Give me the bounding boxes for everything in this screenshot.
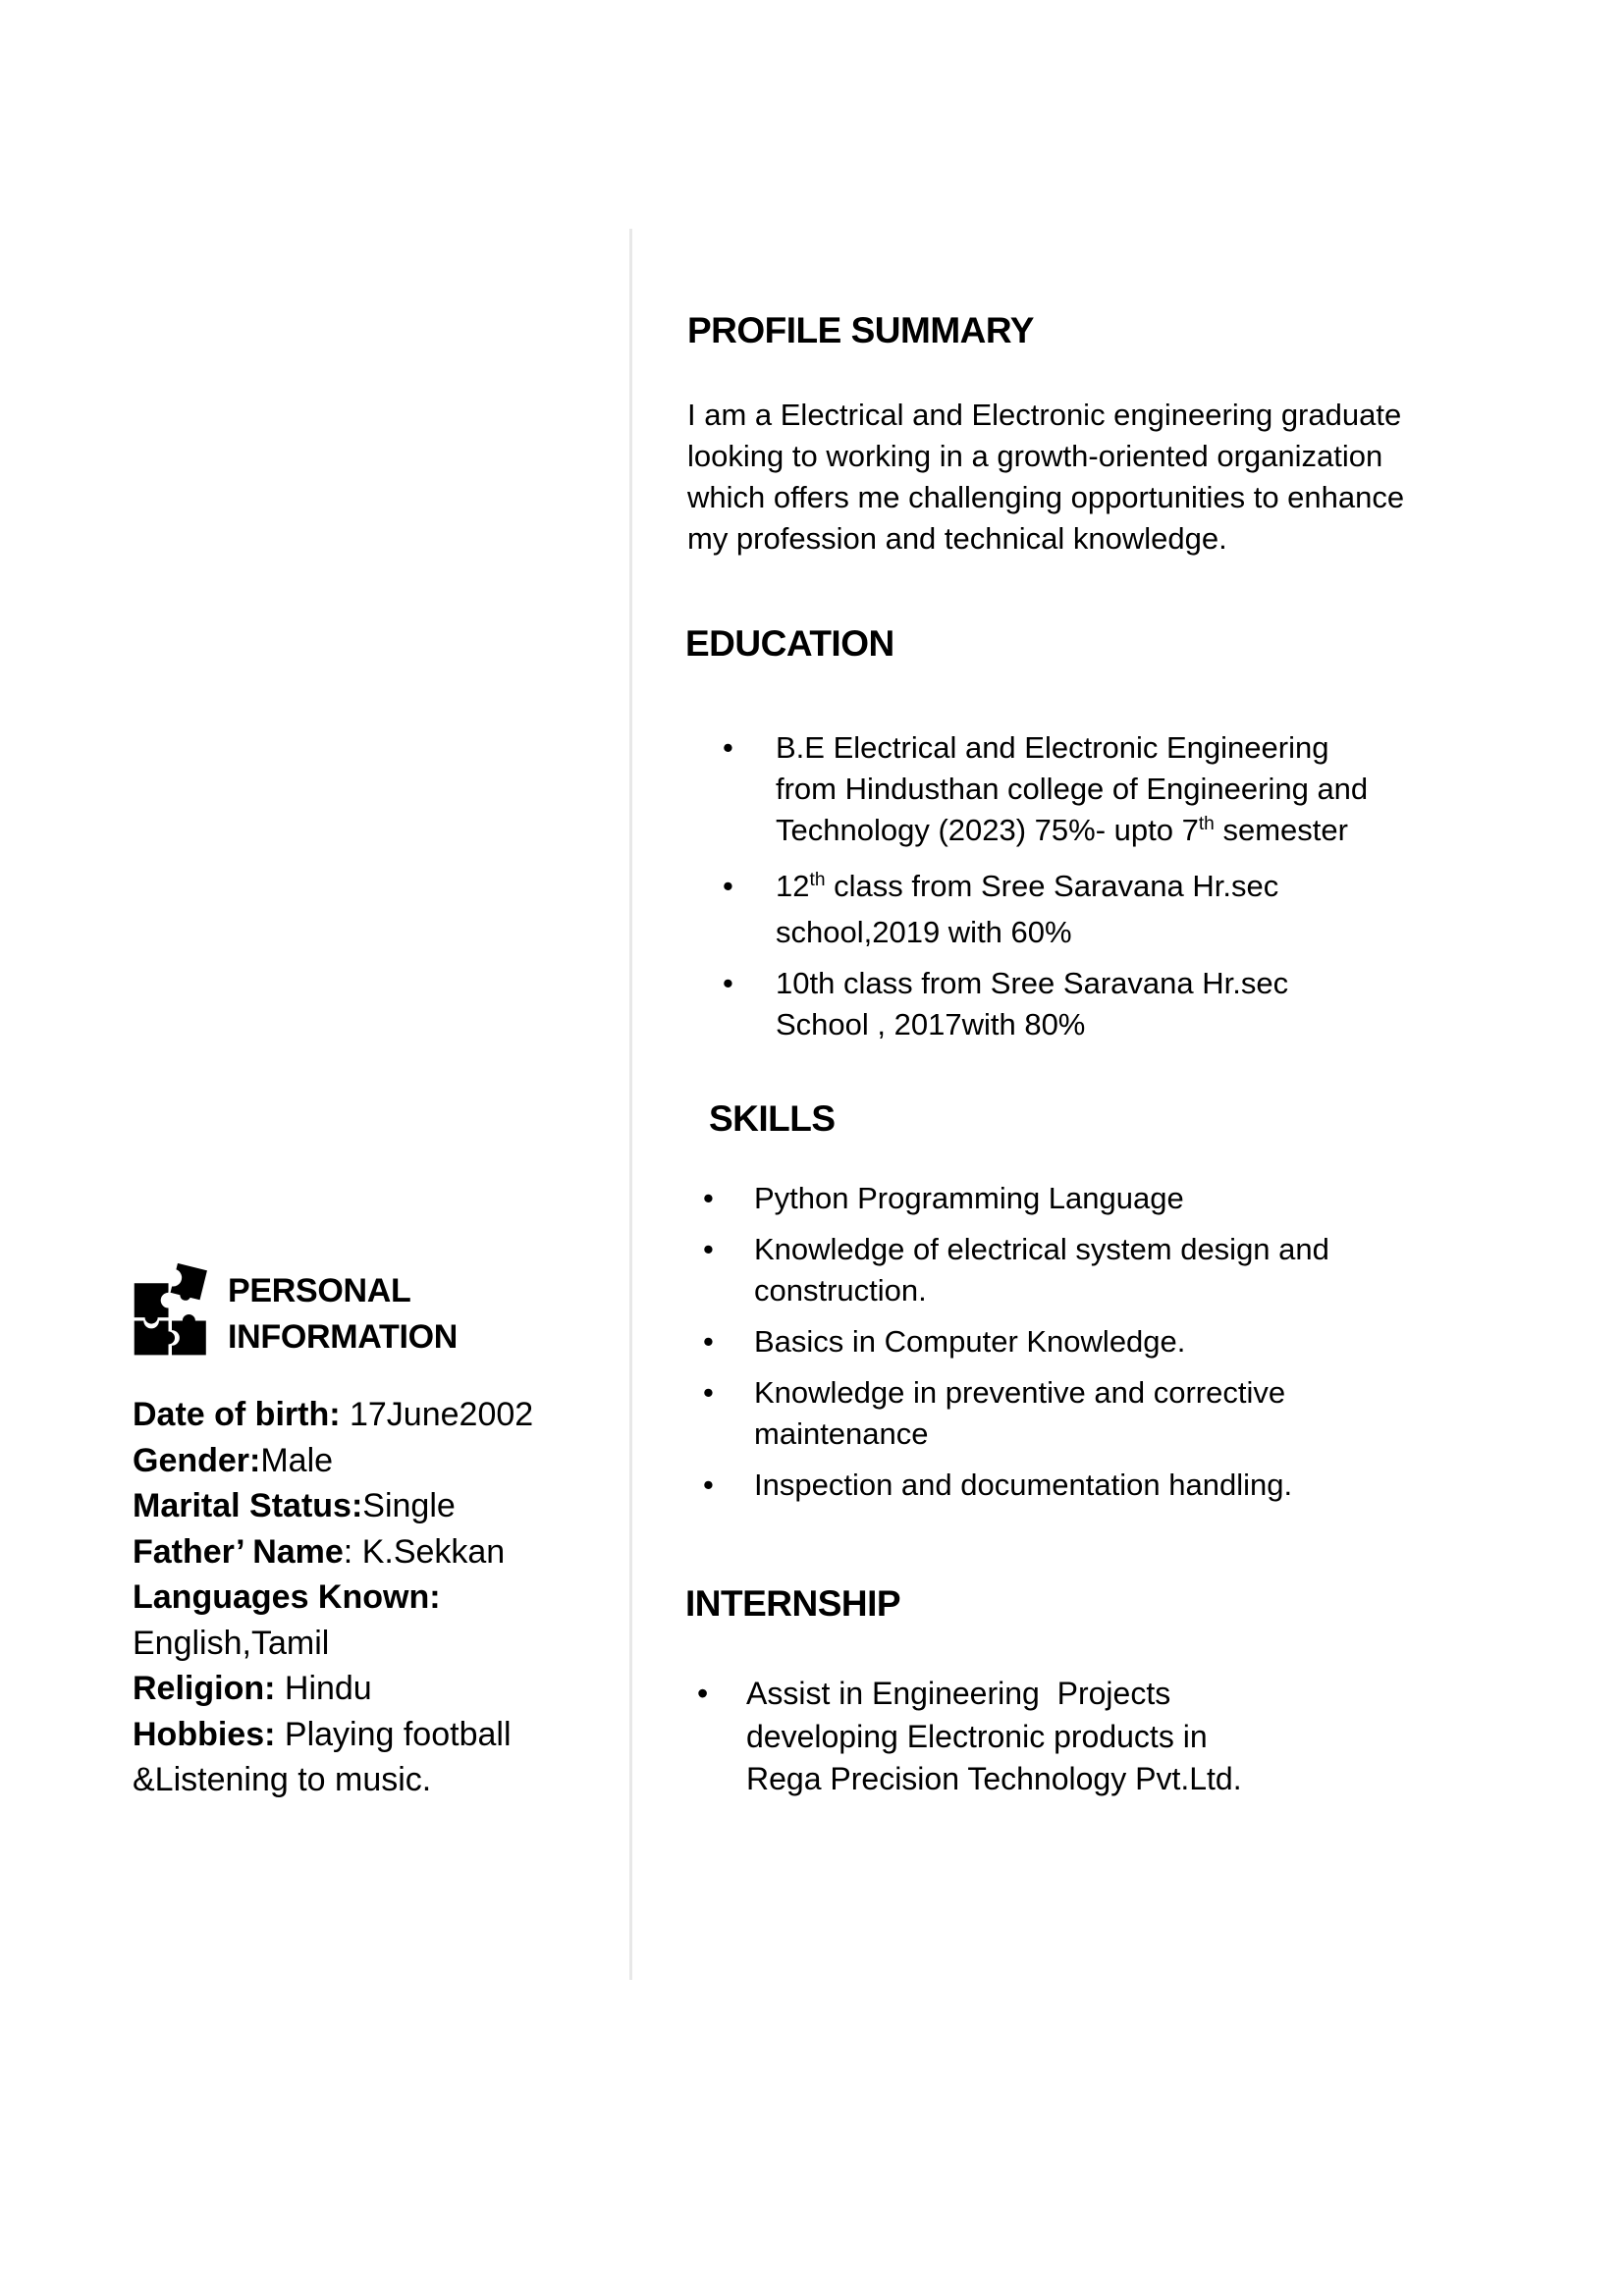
skill-item (687, 1465, 1492, 1506)
bullet-icon: • (703, 1324, 714, 1359)
skills-heading: SKILLS (709, 1098, 836, 1139)
info-value: Male (260, 1441, 334, 1479)
education-item-12th (687, 866, 1473, 953)
personal-information-heading (228, 1268, 458, 1361)
bullet-icon: • (723, 869, 733, 903)
education-list (687, 727, 1473, 1045)
info-row-languages-value (133, 1621, 604, 1667)
bullet-icon: • (723, 966, 733, 1000)
puzzle-piece-bottom-right (172, 1314, 206, 1355)
profile-summary-line: I am a Electrical and Electronic engineering graduate (687, 398, 1402, 432)
info-row-religion (133, 1666, 604, 1712)
bullet-icon: • (703, 1375, 714, 1410)
education-line-text: 12 (776, 869, 810, 903)
education-line (776, 810, 1473, 856)
ordinal-superscript: th (1198, 814, 1215, 835)
puzzle-piece-top-right (168, 1262, 208, 1306)
info-value: Playing football (275, 1715, 512, 1753)
column-divider (629, 229, 632, 1980)
education-line-text: semester (1214, 813, 1348, 847)
education-item-degree (687, 727, 1473, 856)
bullet-icon: • (703, 1232, 714, 1266)
skill-line: Knowledge in preventive and corrective (754, 1375, 1286, 1410)
internship-item (687, 1673, 1492, 1801)
internship-list (687, 1673, 1492, 1801)
bullet-icon: • (697, 1676, 709, 1711)
bullet-icon: • (703, 1181, 714, 1215)
info-label: Marital Status: (133, 1487, 363, 1524)
profile-summary-line: looking to working in a growth-oriented organization (687, 439, 1383, 473)
profile-summary-heading: PROFILE SUMMARY (687, 310, 1034, 350)
info-row-father-name (133, 1529, 604, 1575)
education-line (776, 866, 1473, 912)
skill-line: maintenance (754, 1416, 929, 1451)
internship-line: Assist in Engineering Projects (746, 1676, 1171, 1711)
internship-heading: INTERNSHIP (685, 1583, 901, 1624)
skill-line: Python Programming Language (754, 1181, 1184, 1215)
info-label: Father’ Name (133, 1532, 344, 1571)
info-row-hobbies-continued (133, 1757, 604, 1803)
info-row-date-of-birth (133, 1392, 604, 1438)
puzzle-piece-bottom-left (135, 1321, 175, 1356)
puzzle-icon (133, 1260, 211, 1356)
info-row-languages-label (133, 1575, 604, 1621)
info-value: : K.Sekkan (343, 1532, 506, 1571)
profile-summary-text (687, 395, 1551, 560)
education-line: B.E Electrical and Electronic Engineering (776, 730, 1329, 765)
education-line: from Hindusthan college of Engineering and (776, 772, 1369, 806)
info-row-marital-status (133, 1483, 604, 1529)
skill-line: Inspection and documentation handling. (754, 1468, 1293, 1502)
info-value: Single (362, 1487, 456, 1524)
internship-line: developing Electronic products in (746, 1718, 1208, 1754)
info-value: English,Tamil (133, 1624, 330, 1662)
info-value: &Listening to music. (133, 1761, 432, 1798)
personal-information-header (133, 1260, 458, 1361)
bullet-icon: • (703, 1468, 714, 1502)
personal-information-heading-line1: PERSONAL (228, 1272, 411, 1309)
education-line: School , 2017with 80% (776, 1007, 1086, 1041)
education-line: 10th class from Sree Saravana Hr.sec (776, 966, 1289, 1000)
skill-item (687, 1372, 1492, 1455)
skill-line: construction. (754, 1273, 927, 1308)
bullet-icon: • (723, 730, 733, 765)
skill-line: Basics in Computer Knowledge. (754, 1324, 1186, 1359)
education-line-text: class from Sree Saravana Hr.sec (825, 869, 1279, 903)
info-label: Languages Known: (133, 1578, 441, 1616)
personal-information-details (133, 1392, 604, 1803)
internship-line: Rega Precision Technology Pvt.Ltd. (746, 1761, 1242, 1796)
skills-list (687, 1178, 1492, 1506)
info-label: Date of birth: (133, 1396, 341, 1433)
info-row-hobbies (133, 1712, 604, 1758)
skill-item (687, 1321, 1492, 1362)
ordinal-superscript: th (809, 870, 826, 891)
info-label: Hobbies: (133, 1715, 276, 1753)
personal-information-heading-line2: INFORMATION (228, 1318, 459, 1356)
profile-summary-line: my profession and technical knowledge. (687, 521, 1227, 556)
education-line: school,2019 with 60% (776, 915, 1072, 949)
info-row-gender (133, 1438, 604, 1484)
info-label: Gender: (133, 1441, 261, 1479)
education-heading: EDUCATION (685, 623, 894, 664)
info-value: 17June2002 (340, 1396, 534, 1433)
education-item-10th (687, 963, 1473, 1045)
profile-summary-line: which offers me challenging opportunities to enhance (687, 480, 1405, 514)
info-label: Religion: (133, 1670, 276, 1707)
skill-line: Knowledge of electrical system design and (754, 1232, 1329, 1266)
skill-item (687, 1229, 1492, 1311)
puzzle-piece-top-left (135, 1283, 169, 1323)
info-value: Hindu (275, 1670, 372, 1707)
education-line-text: Technology (2023) 75%- upto 7 (776, 813, 1199, 847)
skill-item (687, 1178, 1492, 1219)
